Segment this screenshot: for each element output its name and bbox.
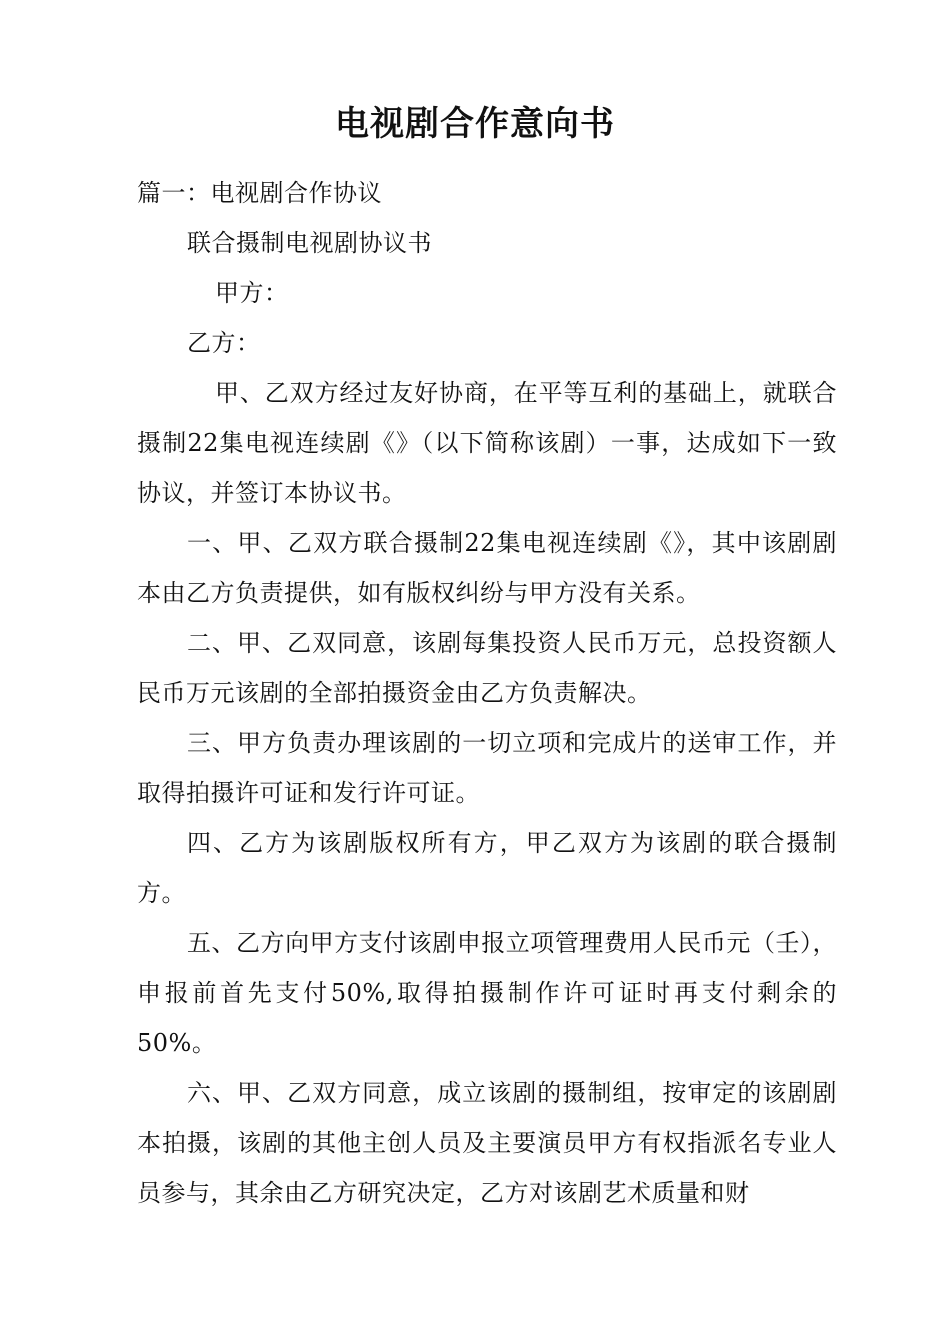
clause-5: 五、乙方向甲方支付该剧申报立项管理费用人民币元（壬），申报前首先支付50%,取得拍摄制作许可证时再支付剩余的50%。: [137, 929, 837, 1057]
clause-6: 六、甲、乙双方同意，成立该剧的摄制组，按审定的该剧剧本拍摄，该剧的其他主创人员及主要演员甲方有权指派名专业人员参与，其余由乙方研究决定，乙方对该剧艺术质量和财: [137, 1079, 837, 1207]
preamble-paragraph: 甲、乙双方经过友好协商，在平等互利的基础上，就联合摄制22集电视连续剧《》（以下简称该剧）一事，达成如下一致协议，并签订本协议书。: [137, 379, 837, 507]
section-heading: 篇一：电视剧合作协议: [137, 179, 382, 207]
party-b-line: 乙方：: [187, 329, 261, 357]
document-title: 电视剧合作意向书: [335, 104, 615, 144]
clause-4: 四、乙方为该剧版权所有方，甲乙双方为该剧的联合摄制方。: [137, 829, 837, 907]
agreement-title: 联合摄制电视剧协议书: [187, 229, 432, 257]
clause-2: 二、甲、乙双同意，该剧每集投资人民币万元，总投资额人民币万元该剧的全部拍摄资金由乙方负责解决。: [137, 629, 837, 707]
document-body: [137, 168, 837, 1218]
party-a-line: 甲方：: [215, 279, 289, 307]
clause-1: 一、甲、乙双方联合摄制22集电视连续剧《》，其中该剧剧本由乙方负责提供，如有版权纠纷与甲方没有关系。: [137, 529, 837, 607]
clause-3: 三、甲方负责办理该剧的一切立项和完成片的送审工作，并取得拍摄许可证和发行许可证。: [137, 729, 837, 807]
